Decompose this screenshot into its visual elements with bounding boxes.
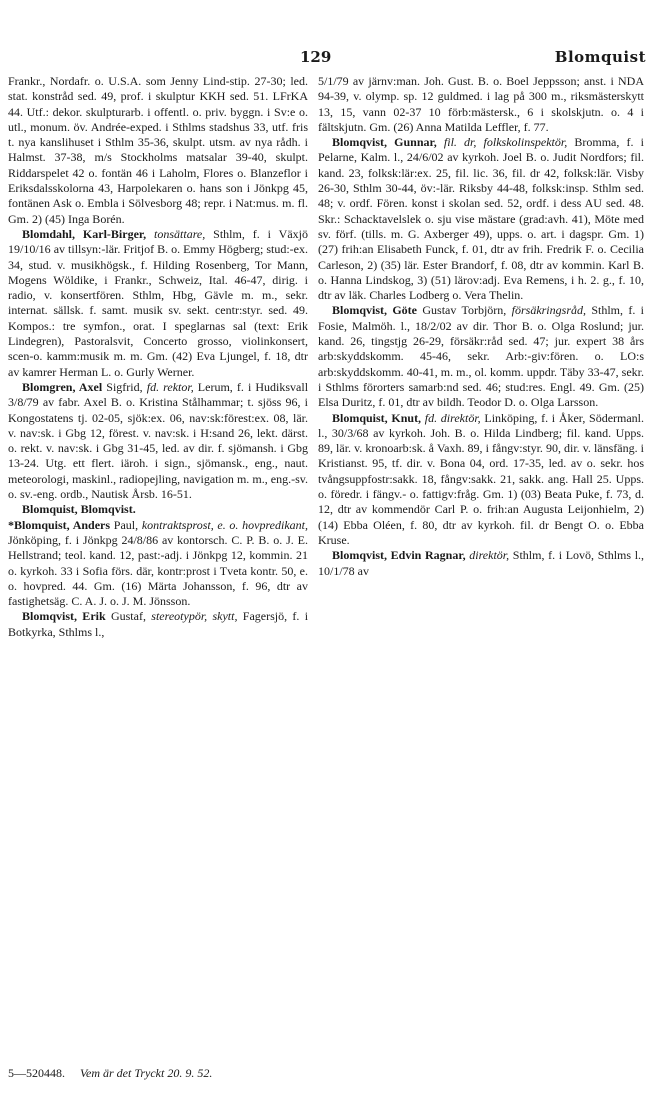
entry-title: tonsättare, xyxy=(154,226,206,241)
entry-text: 5/1/79 av järnv:man. Joh. Gust. B. o. Boel Jeppsson; anst. i NDA 94-39, v. olymp. sp. 12 guldmed. i lag på 300 m., riksmästerskytt 13, 15, vann 02-37 10 förb:mästersk., 6 i skolskjutn. o. 4 i fältskjutn. Gm. (26) Anna Matilda Leffler, f. 77. xyxy=(318,74,644,134)
page-footer xyxy=(8,1066,212,1081)
entry-name: Blomqvist, Göte xyxy=(332,303,418,318)
entry-blomqvist-erik xyxy=(8,609,308,640)
entry-name: Blomdahl, Karl-Birger, xyxy=(22,226,147,241)
entry-title: stereotypör, skytt, xyxy=(151,609,238,624)
entry-name: Blomqvist, Gunnar, xyxy=(332,135,437,150)
entry-text: Bromma, f. i Pelarne, Kalm. l., 24/6/02 av kyrkoh. Joel B. o. Judit Nordfors; fil. kand. 23, folksk:lär:ex. 25, fil. lic. 36, fil. dr 42, folksk:lär. Visby 26-30, Sthlm 30-44, öv:-lär. Riksby 44-48, folksk:insp. Sthlm sed. 48; v. ordf. Fören. konst i skolan sed. 52, ordf. i dess AU sed. 48. Skr.: Schacktavelslek o. sju vise mästare (grad:avh. 41), Möte med sv. förf. (tills. m. G. Axberger 49), upps. o. art. i dagspr. Gm. 1) (27) frih:an Elisabeth Funck, f. 01, dtr av frih. Fredrik F. o. Cecilia Carleson, 2) (35) lär. Ester Brandorf, f. 08, dtr av kommin. Karl B. o. Hanna Lindskog, 3) (51) lärov:adj. Eva Remens, i h. 2. g., f. 10, dtr av läk. Charles Lodberg o. Vera Thelin. xyxy=(318,135,645,303)
entry-blomgren-axel xyxy=(8,380,308,502)
page-header xyxy=(0,48,664,70)
entry-text: Jönköping, f. i Jönkpg 24/8/86 av kontorsch. C. P. B. o. J. E. Hellstrand; teol. kand. 12, past:-adj. i Jönkpg 12, kommin. 21 o. kyrkoh. 33 i Sofia förs. där, kontr:prost i Tveta kontr. 50, e. o. hovpred. 44. Gm. (16) Märta Johansson, f. 96, dtr av fastighetsäg. C. A. J. o. J. M. Jönsson. xyxy=(8,532,308,609)
entry-text: Frankr., Nordafr. o. U.S.A. som Jenny Lind-stip. 27-30; led. stat. konstråd sed. 49, prof. i skulptur KKH sed. 51. LFrKA 44. Utf.: dekor. skulpturarb. i offentl. o. priv. byggn. i Sv:e o. utl., monum. öv. Andrée-exped. i Sthlms stadshus 33, utf. fris t. nya kanslihuset i Sthlm 35-36, skulpt. utsm. av nya rådh. i Halmst. 37-38, m/s Stockholms matsalar 39-40, skulpt. Riddarspelet 42 o. fontän 46 i Laholm, Flores o. Blanzeflor i Eriksdalsskolorna 43, Harpolekaren o. hans son i Jönkpg 45, fontänen Ask o. Embla i Sölvesborg 48; repr. i Nat:mus. m. fl. Gm. 2) (45) Inga Borén. xyxy=(8,74,308,226)
entry-name: Blomquist, Knut, xyxy=(332,410,422,425)
entry-given-name: Gustaf, xyxy=(110,609,146,624)
page-number: 129 xyxy=(300,48,332,66)
entry-title: fd. rektor, xyxy=(146,379,194,394)
entry-name: Blomgren, Axel xyxy=(22,379,103,394)
entry-given-name: Gustav Torbjörn, xyxy=(422,303,507,318)
entry-blomquist-crossref xyxy=(8,502,308,517)
entry-text: Linköping, f. i Åker, Södermanl. l., 30/3/68 av kyrkoh. Joh. B. o. Hilda Lindberg; fil. kand. Upps. 89, lär. v. kronoarb:sk. å Vaxh. 89, i fångv:styr. 90, dir. v. länsfäng. i Kristianst. 95, tf. dir. v. Bona 04, ord. 17-35, led. av o. sekr. hos tvångsuppfostr:sakk. 18, fångv:sakk. 21, sakk. ang. Hall 25. Upps. o. föredr. i fängv.- o. fattigv:fråg. Gm. 1) (03) Beata Puke, f. 73, d. 12, dtr av kommendör Carl P. o. frih:an Augusta Leijonhielm, 2) (14) Ebba Oléen, f. 80, dtr av kyrkoh. fil. dr Bengt O. o. Ebba Kruse. xyxy=(318,410,645,547)
running-head: Blomquist xyxy=(554,48,646,66)
entry-blomquist-knut xyxy=(318,411,644,549)
entry-name: *Blomquist, Anders xyxy=(8,517,111,532)
entry-text: Fagersjö, f. i Botkyrka, Sthlms l., xyxy=(8,609,309,639)
left-column xyxy=(8,74,308,640)
entry-text: Sthlm, f. i Fosie, Malmöh. l., 18/2/02 av dir. Thor B. o. Olga Roslund; jur. kand. 26, tingstjg 26-29, försäkr:råd sed. 47; jur. expert 38 års arb:skyddskomm. 45-46, sekr. Arb:-giv:fören. o. LO:s arb:skyddskomm. 40-41, m. m., ol. komm. uppdr. Täby 33-47, sekr. i Sthlms förorters samarb:nd sed. 46; stud:res. Engl. 49. Gm. (25) Elsa Duritz, f. 01, dtr av bildh. Teodor D. o. Olga Larsson. xyxy=(318,303,645,410)
entry-blomqvist-gunnar xyxy=(318,135,644,303)
entry-title: fil. dr, folkskolinspektör, xyxy=(443,135,568,150)
entry-given-name: Ragnar, xyxy=(425,548,466,563)
entry-name: Blomquist, Blomqvist. xyxy=(22,502,136,517)
entry-title: direktör, xyxy=(469,548,510,563)
entry-text: Lerum, f. i Hudiksvall 3/8/79 av fabr. Axel B. o. Kristina Stålhammar; t. sjöss 96, i Kongostatens tj. 02-05, sjök:ex. 06, nav:sk:förest:ex. 08, lär. v. nav:sk. i Gbg 12, förest. v. nav:sk. i H:sand 26, lekt. därst. o. rekt. v. nav:sk. i Gbg 31-45, led. av dir. f. sjömansh. i Gbg 13-24. Utg. ett flert. iäroh. i sign., sjömansk., eng., naut. meteorologi, maskinl., radiopejling, navigation m. m., eng.-sv. o. sv.-eng. ordb., Nautisk Årsb. 16-51. xyxy=(8,379,309,502)
entry-continuation xyxy=(8,74,308,227)
entry-continuation xyxy=(318,74,644,135)
entry-given-name: Paul, xyxy=(113,517,139,532)
print-note: Vem är det Tryckt 20. 9. 52. xyxy=(80,1066,213,1080)
entry-blomquist-anders xyxy=(8,518,308,610)
entry-title: fd. direktör, xyxy=(424,410,481,425)
entry-blomqvist-edvin xyxy=(318,548,644,579)
entry-given-name: Sigfrid, xyxy=(106,379,143,394)
entry-name: Blomqvist, Edvin xyxy=(332,548,422,563)
right-column xyxy=(318,74,644,579)
entry-title: försäkringsråd, xyxy=(511,303,586,318)
entry-name: Blomqvist, Erik xyxy=(22,609,106,624)
entry-blomqvist-gote xyxy=(318,303,644,410)
entry-text: Sthlm, f. i Växjö 19/10/16 av tillsyn:-lär. Fritjof B. o. Emmy Högberg; stud:-ex. 34, stud. v. musikhögsk., f. Hilding Rosenberg, Tor Mann, Mogens Wöldike, i Frankr., Schweiz, Ital. 46-47, dirig. i radio, v. konsertfören. Sthlm, Hbg, Gävle m. m., sekr. internat. sällsk. f. samt. musik sv. sekt. centr:styr. sed. 49. Kompos.: tre symfon., orat. I speglarnas sal (text: Erik Lindegren), Pastoralsvit, Concerto grosso, violinkonsert, scen-o. kamm:musik m. m. Gm. (42) Eva Ljungel, f. 18, dtr av kamrer Herman L. o. Gurly Werner. xyxy=(8,226,308,379)
printer-signature: 5—520448. xyxy=(8,1066,65,1080)
entry-blomdahl-karl-birger xyxy=(8,227,308,380)
entry-text: Sthlm, f. i Lovö, Sthlms l., 10/1/78 av xyxy=(318,548,645,578)
entry-title: kontraktsprost, e. o. hovpredikant, xyxy=(141,517,309,532)
